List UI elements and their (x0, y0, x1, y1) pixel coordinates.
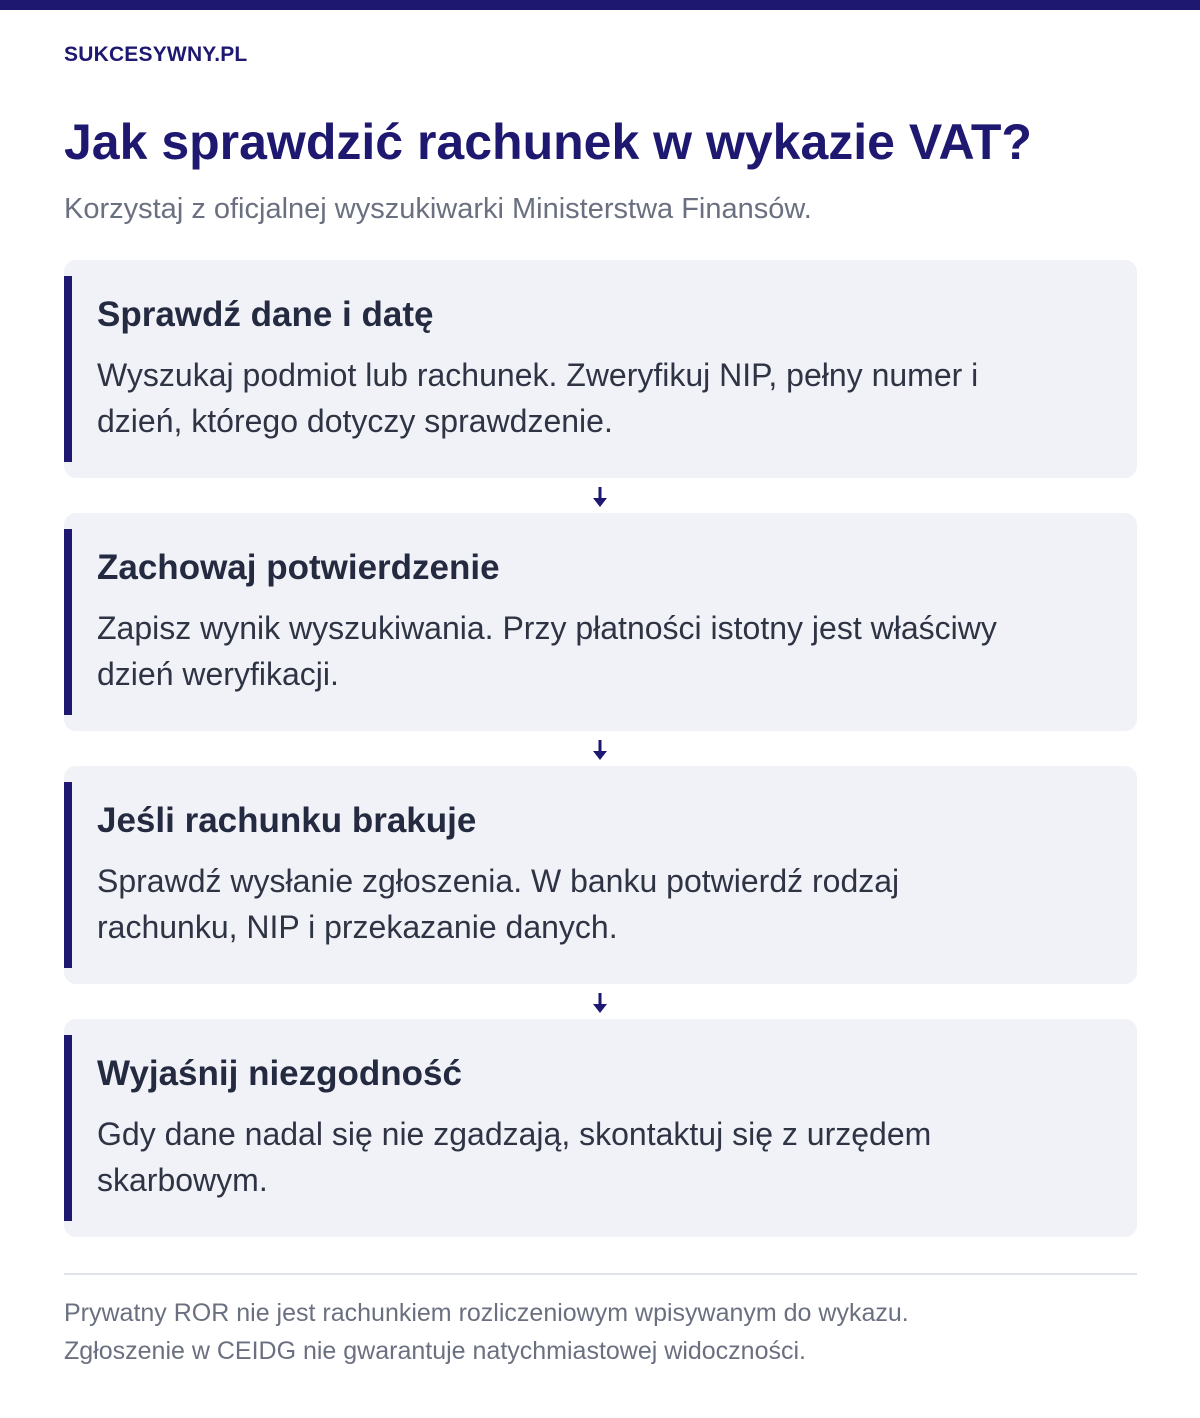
arrow-down-icon (591, 992, 609, 1014)
step-text: Wyszukaj podmiot lub rachunek. Zweryfikuj NIP, pełny numer i dzień, którego dotyczy sprawdzenie. (97, 357, 979, 439)
step-accent-bar (64, 529, 72, 715)
step-accent-bar (64, 276, 72, 462)
step-accent-bar (64, 1035, 72, 1221)
step-text: Sprawdź wysłanie zgłoszenia. W banku potwierdź rodzaj rachunku, NIP i przekazanie danych. (97, 863, 900, 945)
step-title: Zachowaj potwierdzenie (97, 548, 500, 587)
step-accent-bar (64, 782, 72, 968)
step-title: Wyjaśnij niezgodność (97, 1054, 462, 1093)
step-connector (64, 984, 1137, 1019)
step-title: Jeśli rachunku brakuje (97, 801, 477, 840)
step-card-save-confirmation (64, 513, 1137, 731)
top-accent-bar (0, 0, 1200, 10)
footnote-line: Prywatny ROR nie jest rachunkiem rozliczeniowym wpisywanym do wykazu. (64, 1299, 909, 1327)
footnote (64, 1294, 1137, 1370)
page-title: Jak sprawdzić rachunek w wykazie VAT? (64, 114, 1032, 170)
step-card-missing-account (64, 766, 1137, 984)
step-connector (64, 731, 1137, 766)
brand-logo-text: SUKCESYWNY.PL (64, 43, 248, 66)
step-connector (64, 478, 1137, 513)
footer-divider (64, 1273, 1137, 1275)
step-title: Sprawdź dane i datę (97, 295, 434, 334)
arrow-down-icon (591, 486, 609, 508)
arrow-down-icon (591, 739, 609, 761)
steps-list (64, 260, 1137, 1237)
step-card-resolve-mismatch (64, 1019, 1137, 1237)
step-text: Gdy dane nadal się nie zgadzają, skontaktuj się z urzędem skarbowym. (97, 1116, 932, 1198)
page-subtitle: Korzystaj z oficjalnej wyszukiwarki Ministerstwa Finansów. (64, 193, 812, 225)
footnote-line: Zgłoszenie w CEIDG nie gwarantuje natychmiastowej widoczności. (64, 1337, 806, 1365)
step-card-check-data (64, 260, 1137, 478)
step-text: Zapisz wynik wyszukiwania. Przy płatności istotny jest właściwy dzień weryfikacji. (97, 610, 997, 692)
